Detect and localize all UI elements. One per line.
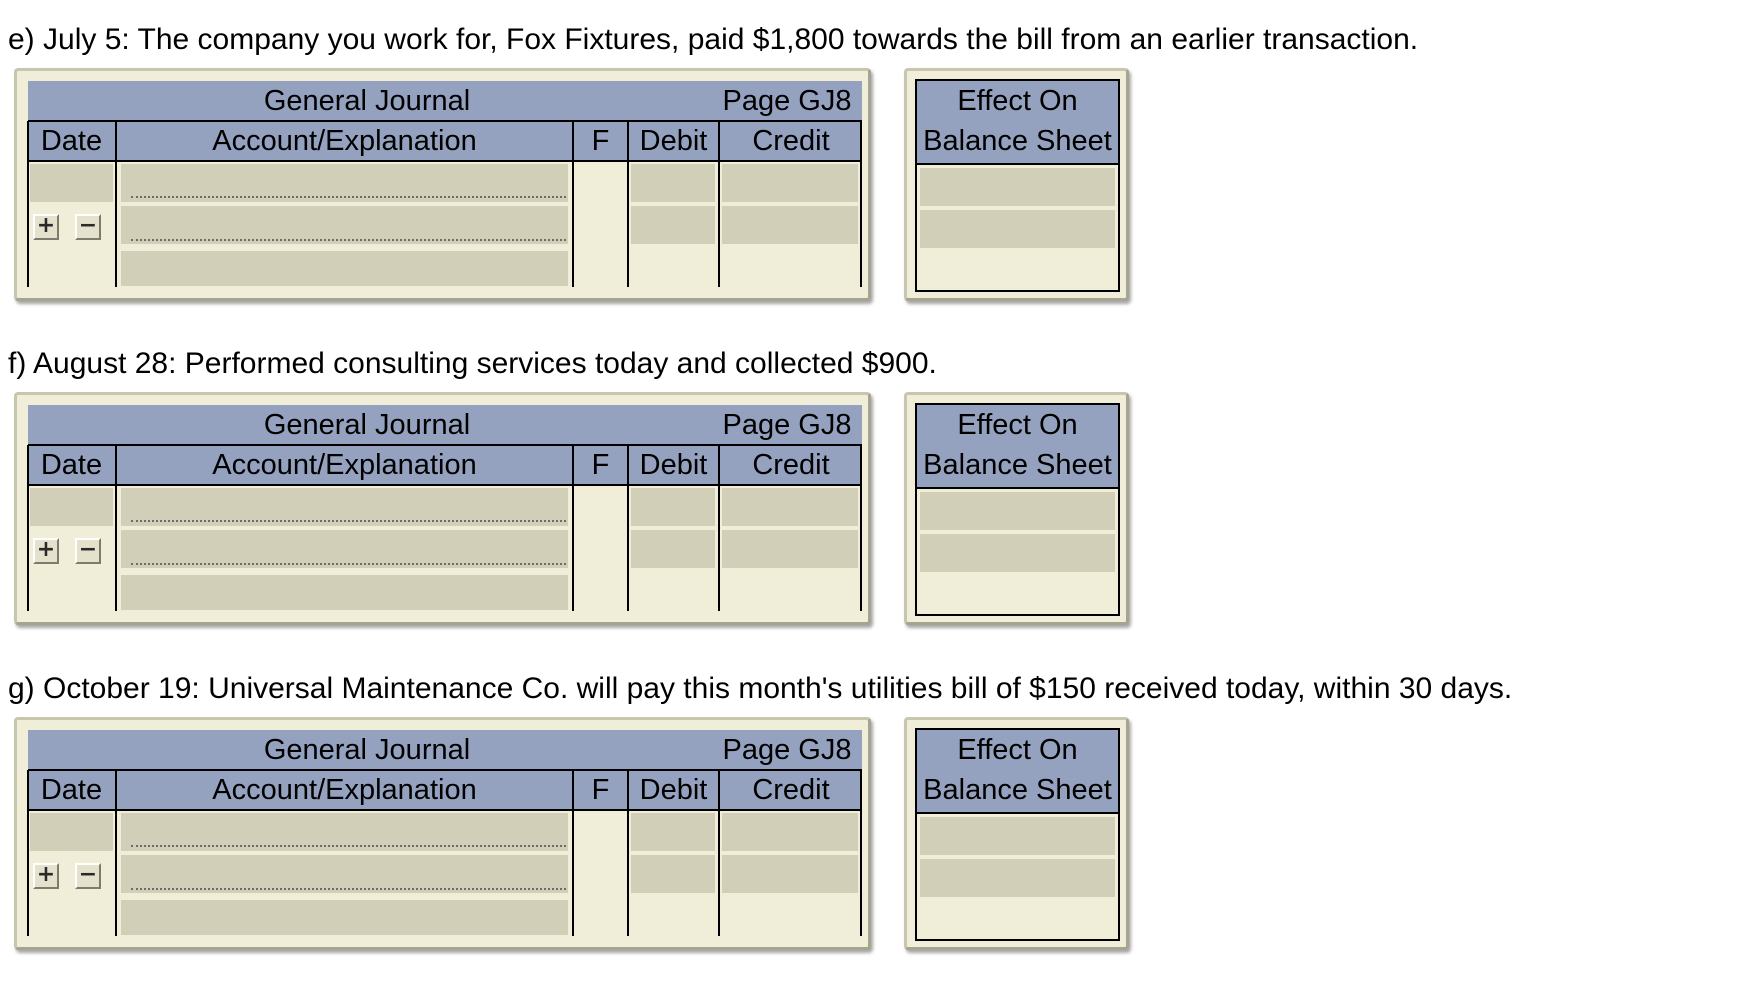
column-divider	[27, 770, 29, 936]
question-prompt: g) October 19: Universal Maintenance Co. will pay this month's utilities bill of $150 received today, within 30 days.	[8, 672, 1513, 705]
explanation-field[interactable]	[121, 251, 568, 286]
entry-underline	[131, 845, 566, 847]
journal-page-number: Page GJ8	[722, 85, 852, 117]
column-divider	[860, 445, 862, 611]
question-g	[0, 649, 1744, 974]
column-header-debit: Debit	[639, 449, 708, 481]
column-divider	[627, 121, 629, 287]
date-field[interactable]	[30, 813, 113, 851]
journal-page-number: Page GJ8	[722, 409, 852, 441]
entry-underline	[131, 239, 566, 241]
effect-field[interactable]	[920, 210, 1115, 248]
effect-field[interactable]	[920, 817, 1115, 855]
column-divider	[572, 770, 574, 936]
debit-field[interactable]	[631, 206, 715, 244]
debit-field[interactable]	[631, 488, 715, 526]
effect-header-bottom-line	[917, 487, 1118, 489]
column-header-credit: Credit	[752, 449, 830, 481]
entry-underline	[131, 520, 566, 522]
add-row-button[interactable]: +	[33, 214, 59, 240]
date-field[interactable]	[30, 164, 113, 202]
effect-field[interactable]	[920, 168, 1115, 206]
column-divider	[27, 445, 29, 611]
credit-field[interactable]	[722, 488, 858, 526]
column-header-account: Account/Explanation	[212, 449, 477, 481]
entry-underline	[131, 563, 566, 565]
remove-row-button[interactable]: −	[75, 538, 101, 564]
effect-header-line1: Effect On	[957, 409, 1078, 441]
column-header-date: Date	[40, 774, 103, 806]
explanation-field[interactable]	[121, 575, 568, 610]
credit-field[interactable]	[722, 164, 858, 202]
column-divider	[860, 770, 862, 936]
general-journal-table	[14, 717, 871, 950]
effect-header-line1: Effect On	[957, 85, 1078, 117]
credit-field[interactable]	[722, 206, 858, 244]
column-divider	[572, 445, 574, 611]
column-header-credit: Credit	[752, 125, 830, 157]
column-divider	[115, 770, 117, 936]
debit-field[interactable]	[631, 164, 715, 202]
add-row-button[interactable]: +	[33, 863, 59, 889]
question-prompt: f) August 28: Performed consulting services today and collected $900.	[8, 347, 937, 380]
column-divider	[572, 121, 574, 287]
remove-row-button[interactable]: −	[75, 214, 101, 240]
effect-header-bottom-line	[917, 812, 1118, 814]
column-divider	[27, 121, 29, 287]
column-divider	[718, 770, 720, 936]
question-prompt: e) July 5: The company you work for, Fox Fixtures, paid $1,800 towards the bill from an earlier transaction.	[8, 23, 1419, 56]
add-row-button[interactable]: +	[33, 538, 59, 564]
effect-header-line2: Balance Sheet	[923, 125, 1112, 157]
column-header-f: F	[591, 449, 610, 481]
column-divider	[718, 121, 720, 287]
general-journal-table	[14, 68, 871, 301]
journal-title: General Journal	[263, 409, 471, 441]
effect-field[interactable]	[920, 534, 1115, 572]
effect-header-bottom-line	[917, 163, 1118, 165]
column-header-account: Account/Explanation	[212, 774, 477, 806]
journal-page-number: Page GJ8	[722, 734, 852, 766]
effect-field[interactable]	[920, 859, 1115, 897]
credit-field[interactable]	[722, 855, 858, 893]
effect-field[interactable]	[920, 492, 1115, 530]
question-e	[0, 0, 1744, 325]
effect-on-balance-sheet-panel	[904, 68, 1129, 301]
date-field[interactable]	[30, 488, 113, 526]
debit-field[interactable]	[631, 813, 715, 851]
column-divider	[860, 121, 862, 287]
column-header-credit: Credit	[752, 774, 830, 806]
column-divider	[627, 770, 629, 936]
effect-header-line2: Balance Sheet	[923, 774, 1112, 806]
effect-box	[915, 728, 1120, 941]
effect-box	[915, 403, 1120, 616]
column-divider	[718, 445, 720, 611]
column-header-debit: Debit	[639, 125, 708, 157]
column-divider	[115, 445, 117, 611]
journal-title: General Journal	[263, 85, 471, 117]
entry-underline	[131, 888, 566, 890]
column-divider	[627, 445, 629, 611]
question-f	[0, 324, 1744, 649]
column-divider	[115, 121, 117, 287]
column-header-date: Date	[40, 125, 103, 157]
debit-field[interactable]	[631, 855, 715, 893]
effect-header-line2: Balance Sheet	[923, 449, 1112, 481]
credit-field[interactable]	[722, 530, 858, 568]
debit-field[interactable]	[631, 530, 715, 568]
entry-underline	[131, 196, 566, 198]
journal-title: General Journal	[263, 734, 471, 766]
column-header-f: F	[591, 125, 610, 157]
column-header-account: Account/Explanation	[212, 125, 477, 157]
remove-row-button[interactable]: −	[75, 863, 101, 889]
explanation-field[interactable]	[121, 900, 568, 935]
general-journal-table	[14, 392, 871, 625]
column-header-date: Date	[40, 449, 103, 481]
effect-on-balance-sheet-panel	[904, 717, 1129, 950]
effect-on-balance-sheet-panel	[904, 392, 1129, 625]
effect-box	[915, 79, 1120, 292]
column-header-f: F	[591, 774, 610, 806]
credit-field[interactable]	[722, 813, 858, 851]
effect-header-line1: Effect On	[957, 734, 1078, 766]
column-header-debit: Debit	[639, 774, 708, 806]
